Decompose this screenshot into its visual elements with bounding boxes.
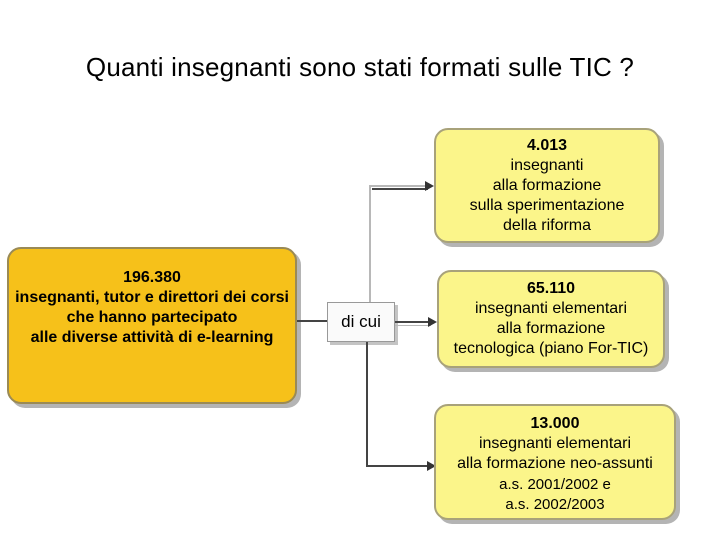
connector-branch-3 [366, 465, 430, 467]
connector-branch-2 [395, 321, 431, 323]
connector-trunk-light [369, 186, 371, 302]
slide-title: Quanti insegnanti sono stati formati sulle TIC ? [85, 52, 635, 82]
reform-training-box [434, 128, 660, 243]
total-teachers-content [15, 268, 289, 348]
connector-main-to-label [297, 320, 327, 322]
new-hires-training-number: 13.000 [530, 415, 580, 432]
reform-training-number: 4.013 [526, 136, 568, 154]
fortic-training-line-1: insegnanti elementari [474, 300, 628, 317]
reform-training-line-2: alla formazione [492, 176, 602, 194]
total-teachers-number: 196.380 [123, 268, 181, 286]
reform-training-line-4: della riforma [502, 216, 592, 234]
fortic-training-box [437, 270, 665, 368]
total-teachers-line-3: alle diverse attività di e-learning [30, 328, 274, 346]
total-teachers-line-1: insegnanti, tutor e direttori dei corsi [15, 288, 289, 306]
reform-training-line-3: sulla sperimentazione [469, 196, 625, 214]
new-hires-training-line-1: insegnanti elementari [478, 435, 632, 452]
of-which-label: di cui [327, 302, 395, 342]
fortic-training-number: 65.110 [526, 280, 576, 297]
new-hires-training-subline-1: a.s. 2001/2002 e [499, 476, 611, 493]
reform-training-line-1: insegnanti [510, 156, 584, 174]
connector-trunk [366, 342, 368, 466]
connector-branch-2-light [395, 325, 431, 326]
arrow-to-box-2-icon [428, 317, 437, 327]
new-hires-training-line-2: alla formazione neo-assunti [457, 455, 653, 472]
connector-branch-1 [372, 188, 428, 190]
new-hires-training-box [434, 404, 676, 520]
total-teachers-line-2: che hanno partecipato [66, 308, 238, 326]
fortic-training-line-3: tecnologica (piano For-TIC) [453, 340, 649, 357]
connector-branch-1-light [369, 185, 429, 187]
new-hires-training-subline-2: a.s. 2002/2003 [505, 496, 605, 513]
arrow-to-box-1-icon [425, 181, 434, 191]
fortic-training-line-2: alla formazione [496, 320, 606, 337]
total-teachers-box [7, 247, 297, 404]
